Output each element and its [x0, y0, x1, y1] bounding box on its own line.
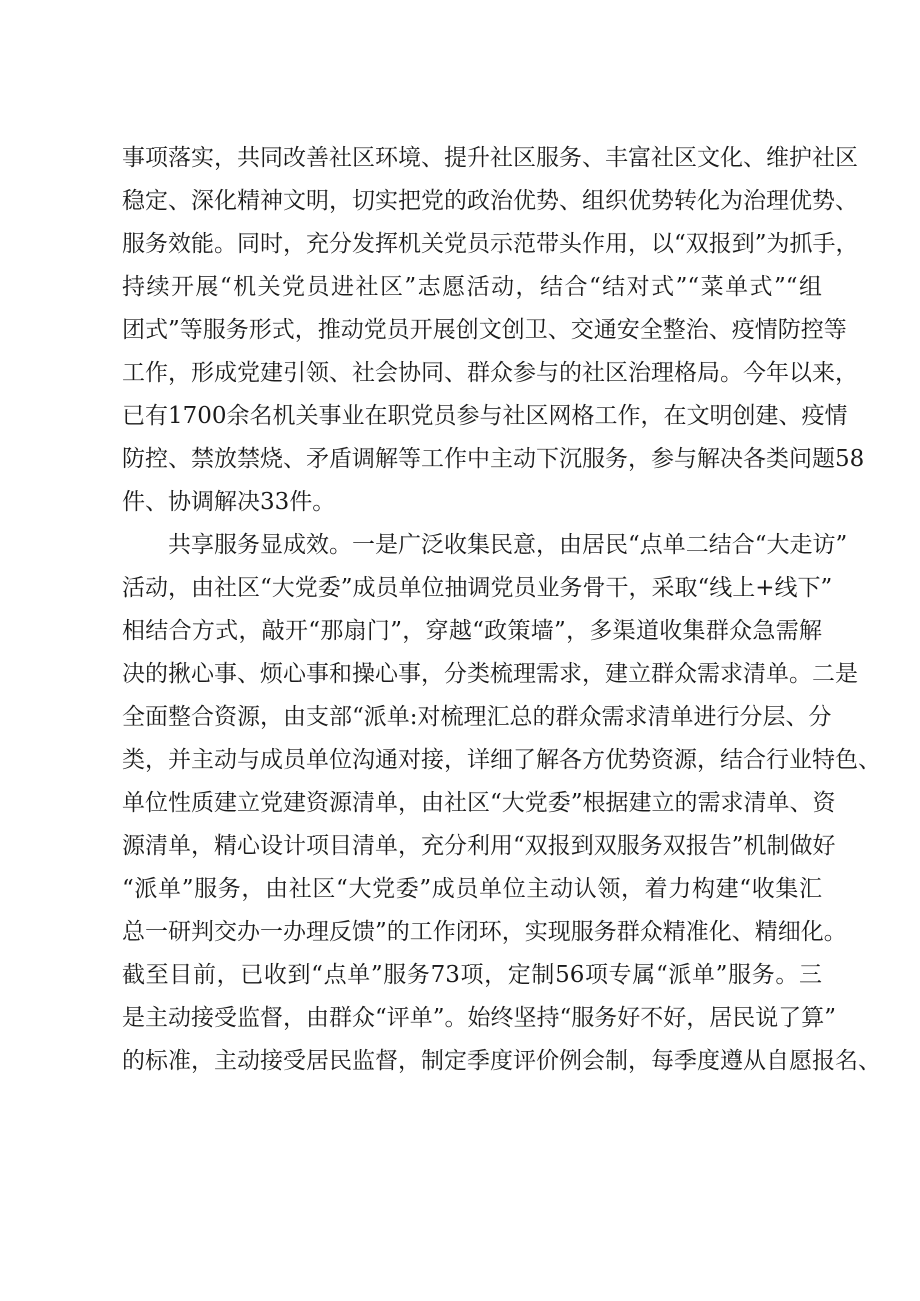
paragraph-line: 相结合方式，敲开“那扇门”，穿越“政策墙”，多渠道收集群众急需解: [122, 618, 822, 644]
paragraph-line: 类，并主动与成员单位沟通对接，详细了解各方优势资源，结合行业特色、: [122, 747, 881, 773]
paragraph-line: 团式”等服务形式，推动党员开展创文创卫、交通安全整治、疫情防控等: [122, 317, 847, 343]
paragraph-line: 的标准，主动接受居民监督，制定季度评价例会制，每季度遵从自愿报名、: [122, 1048, 881, 1074]
paragraph-line: 源清单，精心设计项目清单，充分利用“双报到双服务双报告”机制做好: [122, 833, 836, 859]
paragraph-line: 持续开展“机关党员进社区”志愿活动，结合“结对式”“菜单式”“组: [122, 274, 822, 300]
paragraph-line: 活动，由社区“大党委”成员单位抽调党员业务骨干，采取“线上+线下”: [122, 575, 833, 601]
paragraph-line: 决的揪心事、烦心事和操心事，分类梳理需求，建立群众需求清单。二是: [122, 661, 858, 687]
paragraph-line: “派单”服务，由社区“大党委”成员单位主动认领，着力构建“收集汇: [122, 876, 822, 902]
paragraph-line: 是主动接受监督，由群众“评单”。始终坚持“服务好不好，居民说了算”: [122, 1005, 837, 1031]
paragraph-line: 截至目前，已收到“点单”服务73项，定制56项专属“派单”服务。三: [122, 962, 822, 988]
paragraph-line: 稳定、深化精神文明，切实把党的政治优势、组织优势转化为治理优势、: [122, 188, 858, 214]
paragraph-line: 工作，形成党建引领、社会协同、群众参与的社区治理格局。今年以来，: [122, 360, 858, 386]
paragraph-line: 服务效能。同时，充分发挥机关党员示范带头作用，以“双报到”为抓手，: [122, 231, 859, 257]
paragraph-line: 防控、禁放禁烧、矛盾调解等工作中主动下沉服务，参与解决各类问题58: [122, 446, 865, 472]
paragraph-line: 已有1700余名机关事业在职党员参与社区网格工作，在文明创建、疫情: [122, 403, 848, 429]
paragraph-line: 事项落实，共同改善社区环境、提升社区服务、丰富社区文化、维护社区: [122, 145, 858, 171]
paragraph-line: 总一研判交办一办理反馈”的工作闭环，实现服务群众精准化、精细化。: [122, 919, 847, 945]
paragraph-line: 共享服务显成效。一是广泛收集民意，由居民“点单二结合“大走访”: [168, 532, 848, 558]
paragraph-line: 全面整合资源，由支部“派单:对梳理汇总的群众需求清单进行分层、分: [122, 704, 832, 730]
paragraph-line: 件、协调解决33件。: [122, 489, 336, 515]
paragraph-line: 单位性质建立党建资源清单，由社区“大党委”根据建立的需求清单、资: [122, 790, 836, 816]
